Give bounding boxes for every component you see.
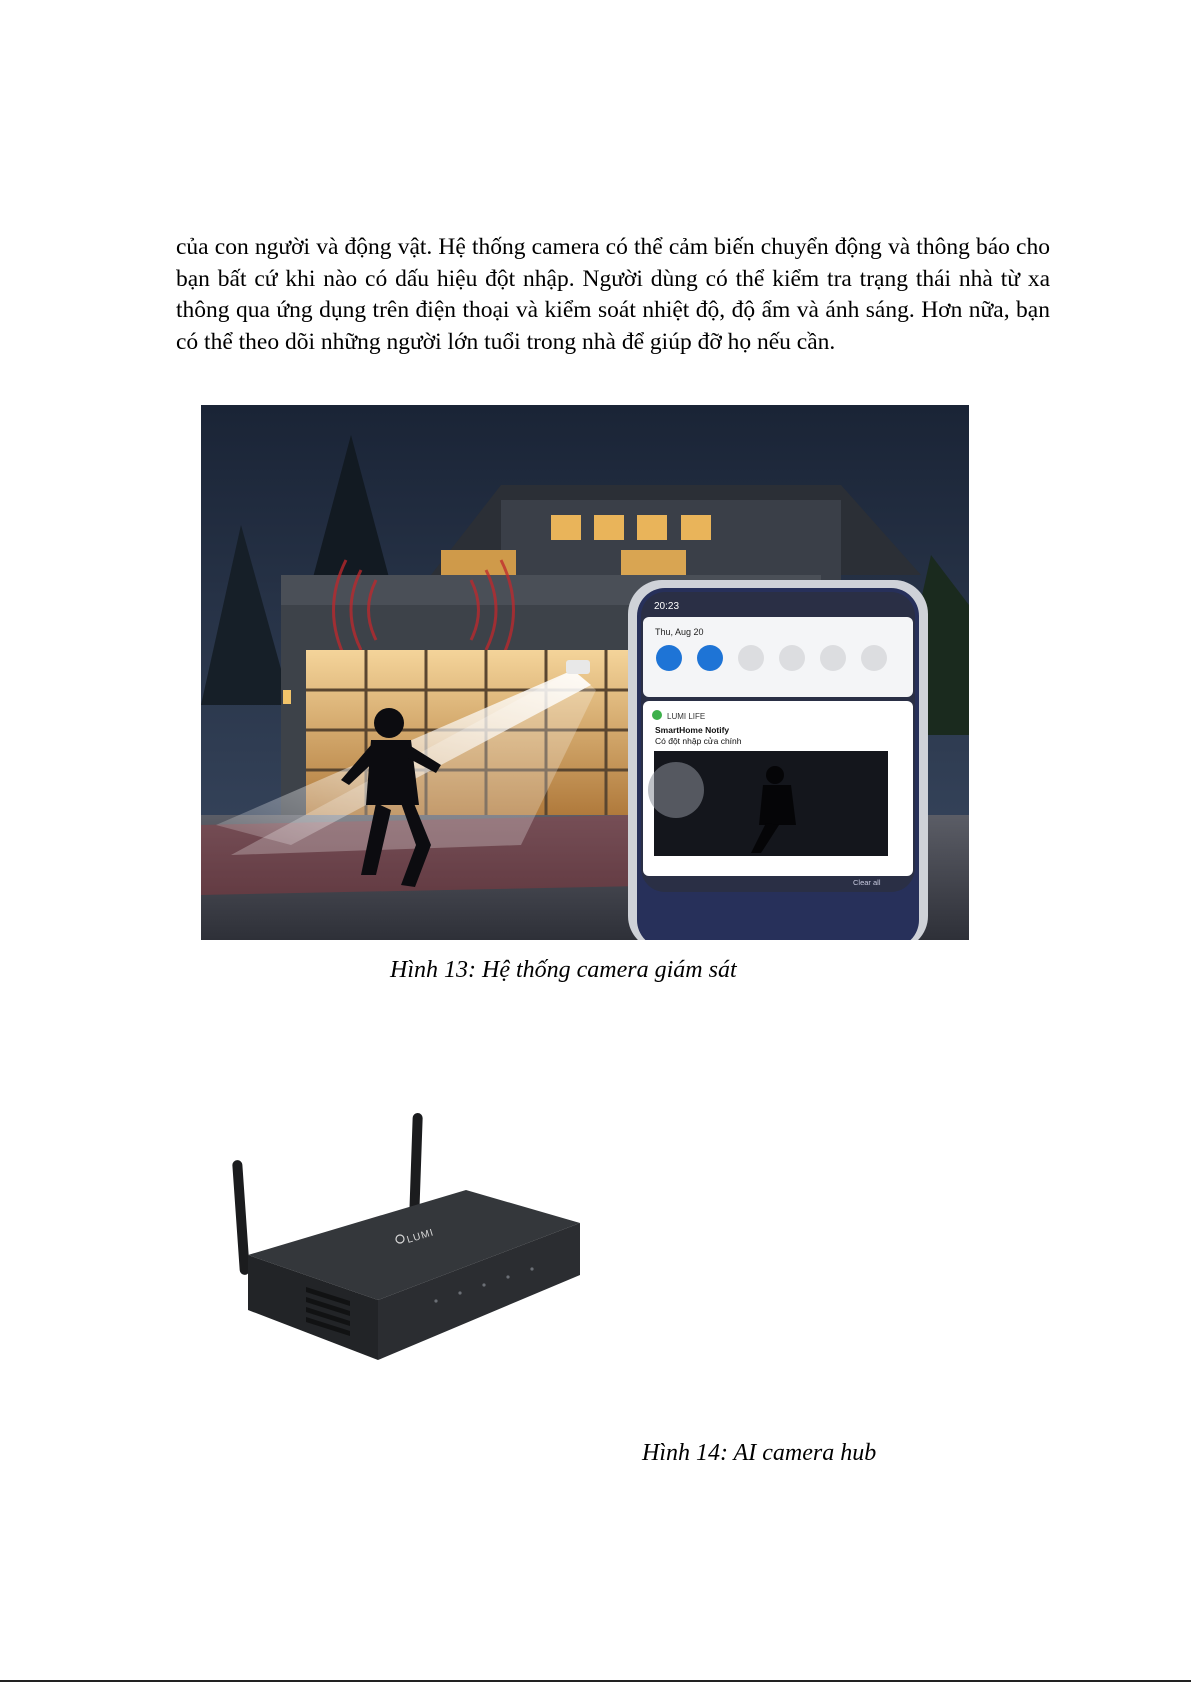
page-bottom-rule [0,1680,1191,1682]
figure-13-caption: Hình 13: Hệ thống camera giám sát [390,957,737,983]
figure-13-image [201,405,969,940]
figure-14-caption: Hình 14: AI camera hub [642,1440,877,1466]
body-paragraph: của con người và động vật. Hệ thống camera có thể cảm biến chuyển động và thông báo cho bạn bất cứ khi nào có dấu hiệu đột nhập. Người dùng có thể kiểm tra trạng thái nhà từ xa thông qua ứng dụng trên điện thoại và kiểm soát nhiệt độ, độ ẩm và ánh sáng. Hơn nữa, bạn có thể theo dõi những người lớn tuổi trong nhà để giúp đỡ họ nếu cần. [176,234,1050,355]
phone-app-name: LUMI LIFE [667,712,706,721]
figure-14-image [228,1105,598,1370]
phone-date: Thu, Aug 20 [655,627,704,637]
device-brand-logo: LUMI [405,1227,436,1246]
phone-notify-title: SmartHome Notify [655,725,730,735]
phone-clear-all[interactable]: Clear all [853,878,881,887]
phone-time: 20:23 [654,601,680,612]
phone-notify-body: Có đột nhập cửa chính [655,736,742,746]
